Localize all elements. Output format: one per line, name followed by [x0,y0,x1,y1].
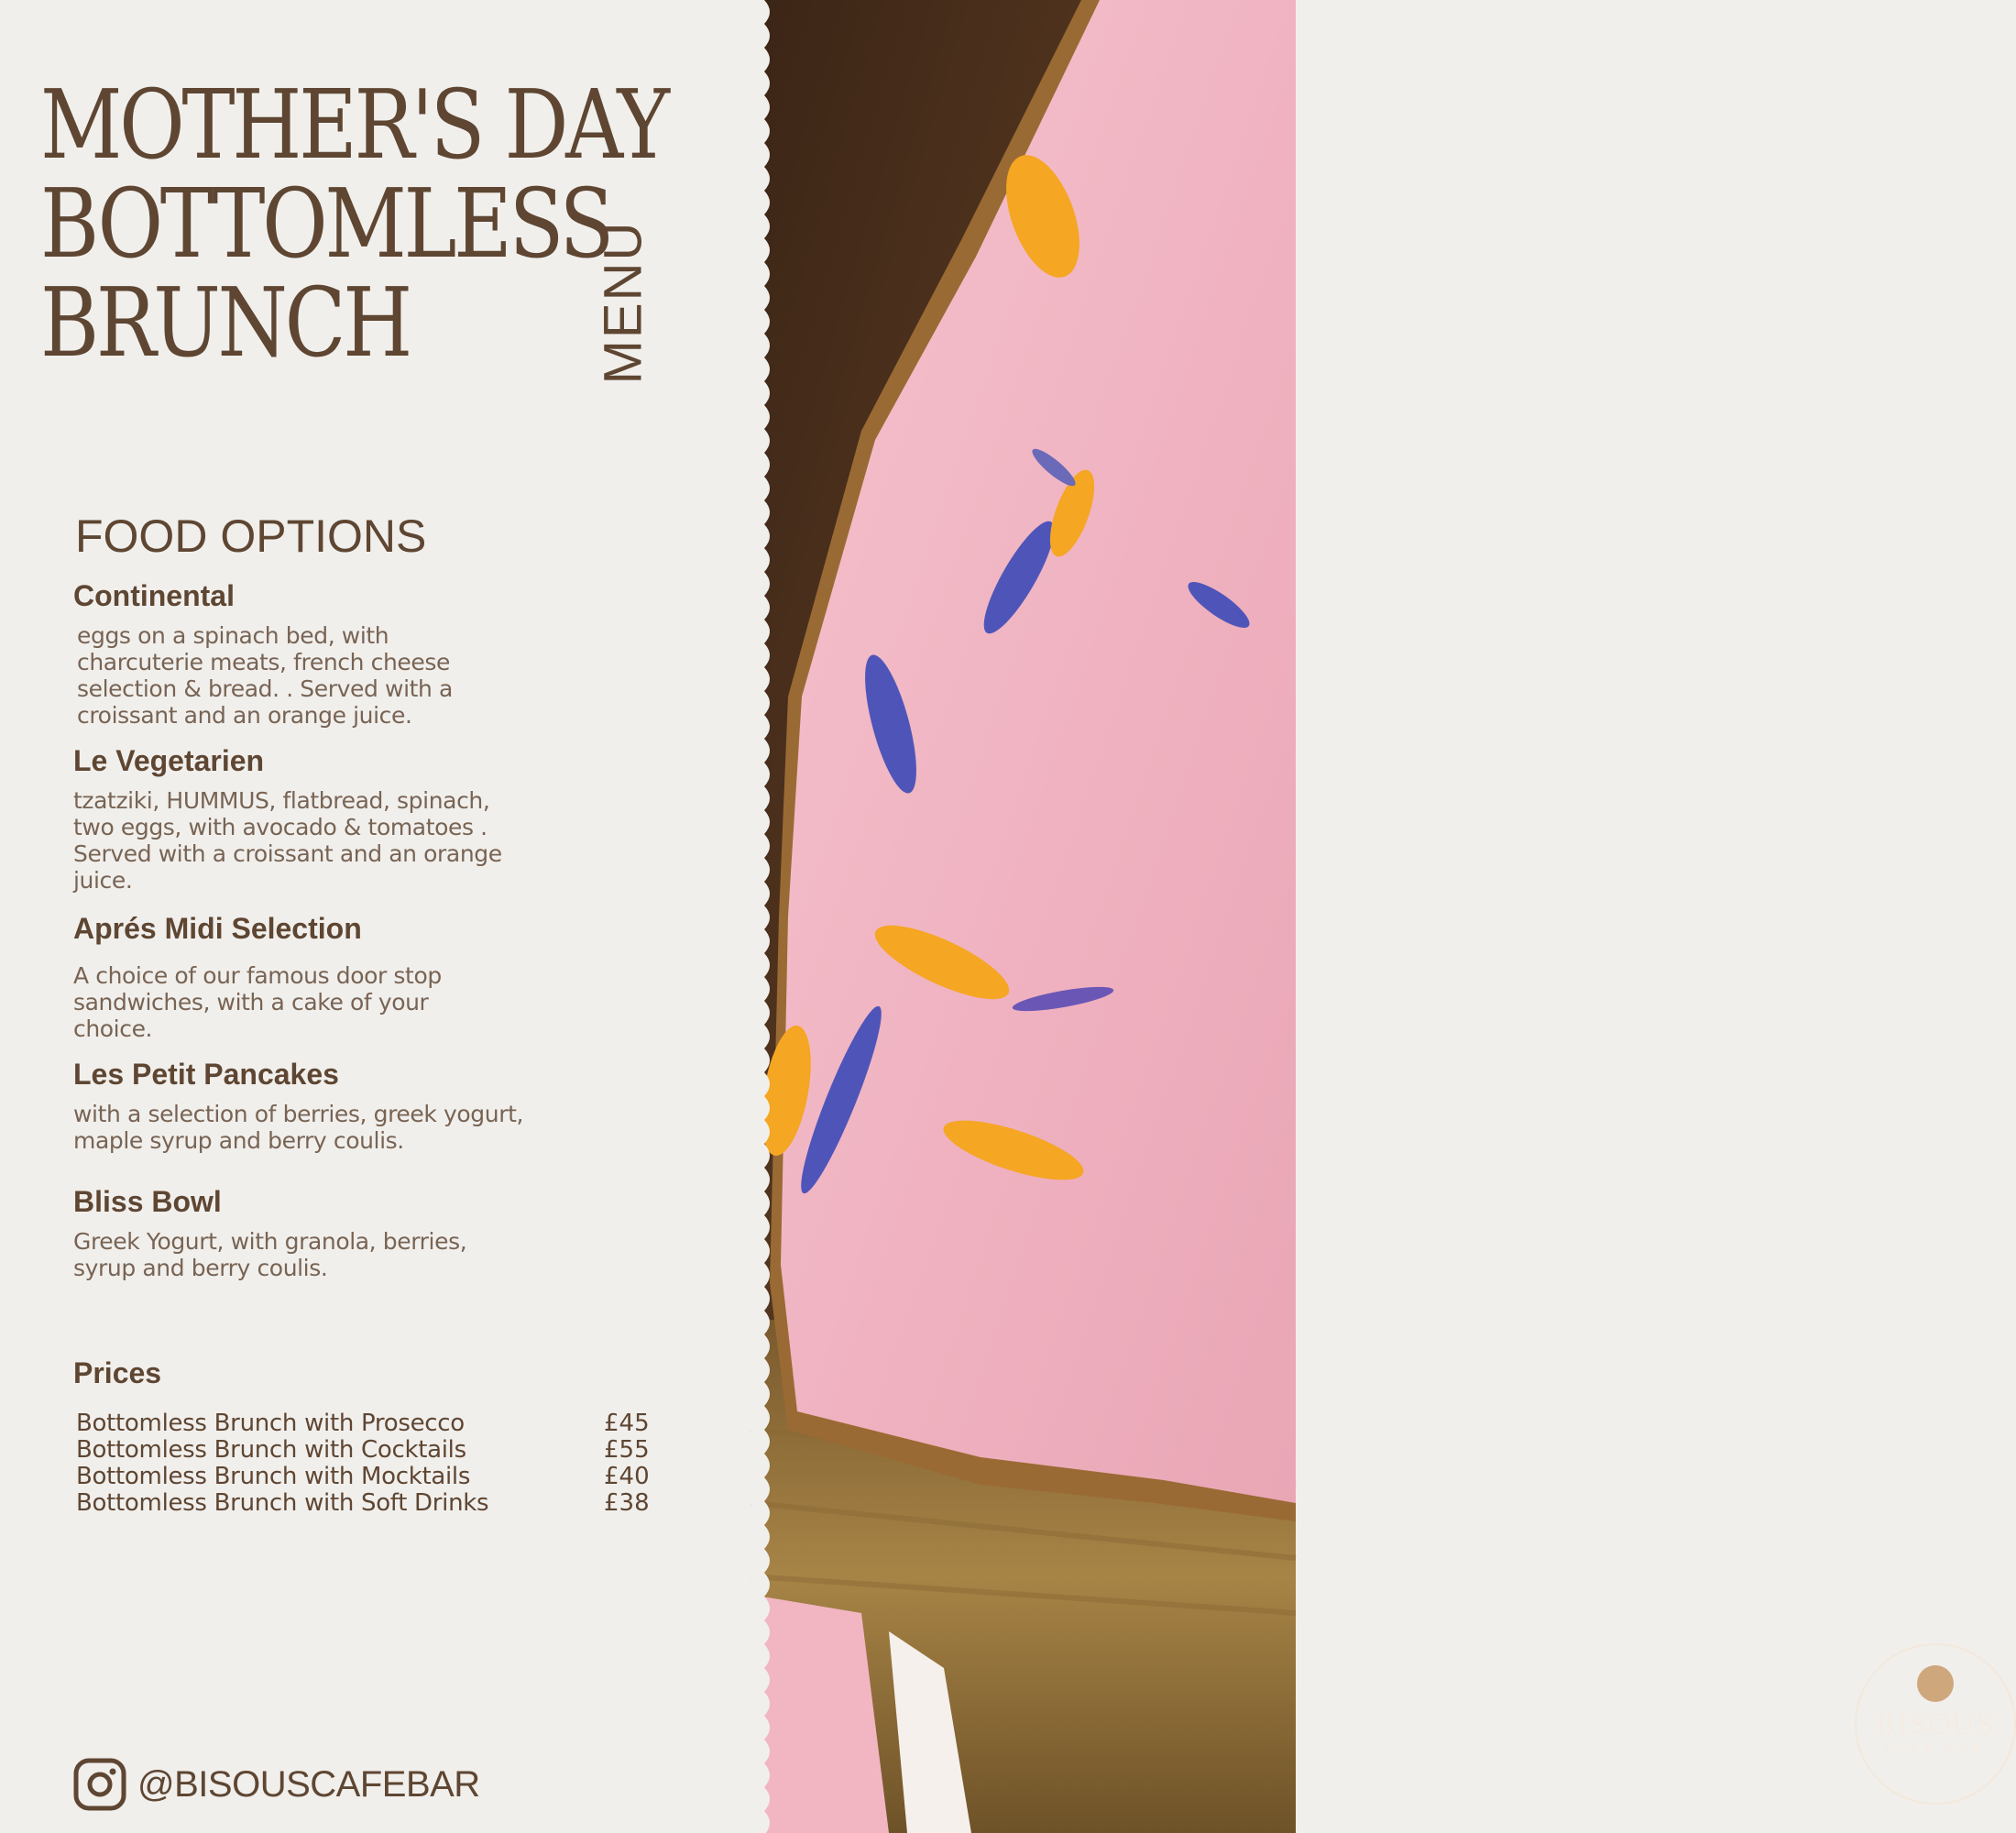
food-item-name: Bliss Bowl [73,1185,222,1218]
food-item-name: Aprés Midi Selection [73,912,362,945]
logo-name: BISOUS [1875,1709,1996,1741]
bisous-logo [1855,1643,2016,1805]
social-handle[interactable] [73,1758,480,1811]
food-item [73,912,550,1042]
price-row [76,1410,663,1436]
food-item-name: Continental [73,579,235,612]
price-row [76,1463,663,1489]
logo-mark-icon [1917,1665,1954,1702]
menu-label: MENU [593,220,653,385]
price-value: £40 [604,1462,650,1490]
price-value: £55 [604,1435,650,1464]
logo-subtitle: CAFE BAR [1884,1742,1987,1756]
price-label: Bottomless Brunch with Soft Drinks [76,1488,489,1517]
cake-illustration [751,0,1296,1833]
price-value: £45 [604,1409,650,1437]
prices-heading: Prices [73,1356,162,1389]
food-item-description: with a selection of berries, greek yogurt, maple syrup and berry coulis. [73,1101,524,1154]
price-row [76,1489,663,1516]
food-item [73,744,550,894]
page-title [40,69,786,379]
food-item [73,579,550,729]
food-item-description: Greek Yogurt, with granola, berries, syrup and berry coulis. [73,1228,467,1281]
food-item [73,1185,550,1281]
food-item-description: tzatziki, HUMMUS, flatbread, spinach, two eggs, with avocado & tomatoes . Served with a croissant and an orange juice. [73,787,502,894]
price-value: £38 [604,1488,650,1517]
instagram-icon [73,1758,126,1811]
price-label: Bottomless Brunch with Prosecco [76,1409,465,1437]
title-line-1: MOTHER'S DAY [40,69,667,181]
price-label: Bottomless Brunch with Cocktails [76,1435,466,1464]
food-item-description: eggs on a spinach bed, with charcuterie meats, french cheese selection & bread. . Served with a croissant and an orange juice. [77,622,453,729]
price-label: Bottomless Brunch with Mocktails [76,1462,471,1490]
food-options-heading: FOOD OPTIONS [75,510,427,562]
title-line-2: BOTTOMLESS [40,168,612,280]
food-item-name: Le Vegetarien [73,744,265,777]
price-row [76,1436,663,1463]
instagram-handle: @BISOUSCAFEBAR [137,1763,480,1805]
price-list [76,1410,663,1516]
food-item-description: A choice of our famous door stop sandwiches, with a cake of your choice. [73,962,442,1042]
cake-photo [751,0,1996,1833]
title-line-3: BRUNCH [40,267,410,379]
food-item [73,1058,550,1154]
food-item-name: Les Petit Pancakes [73,1058,339,1091]
